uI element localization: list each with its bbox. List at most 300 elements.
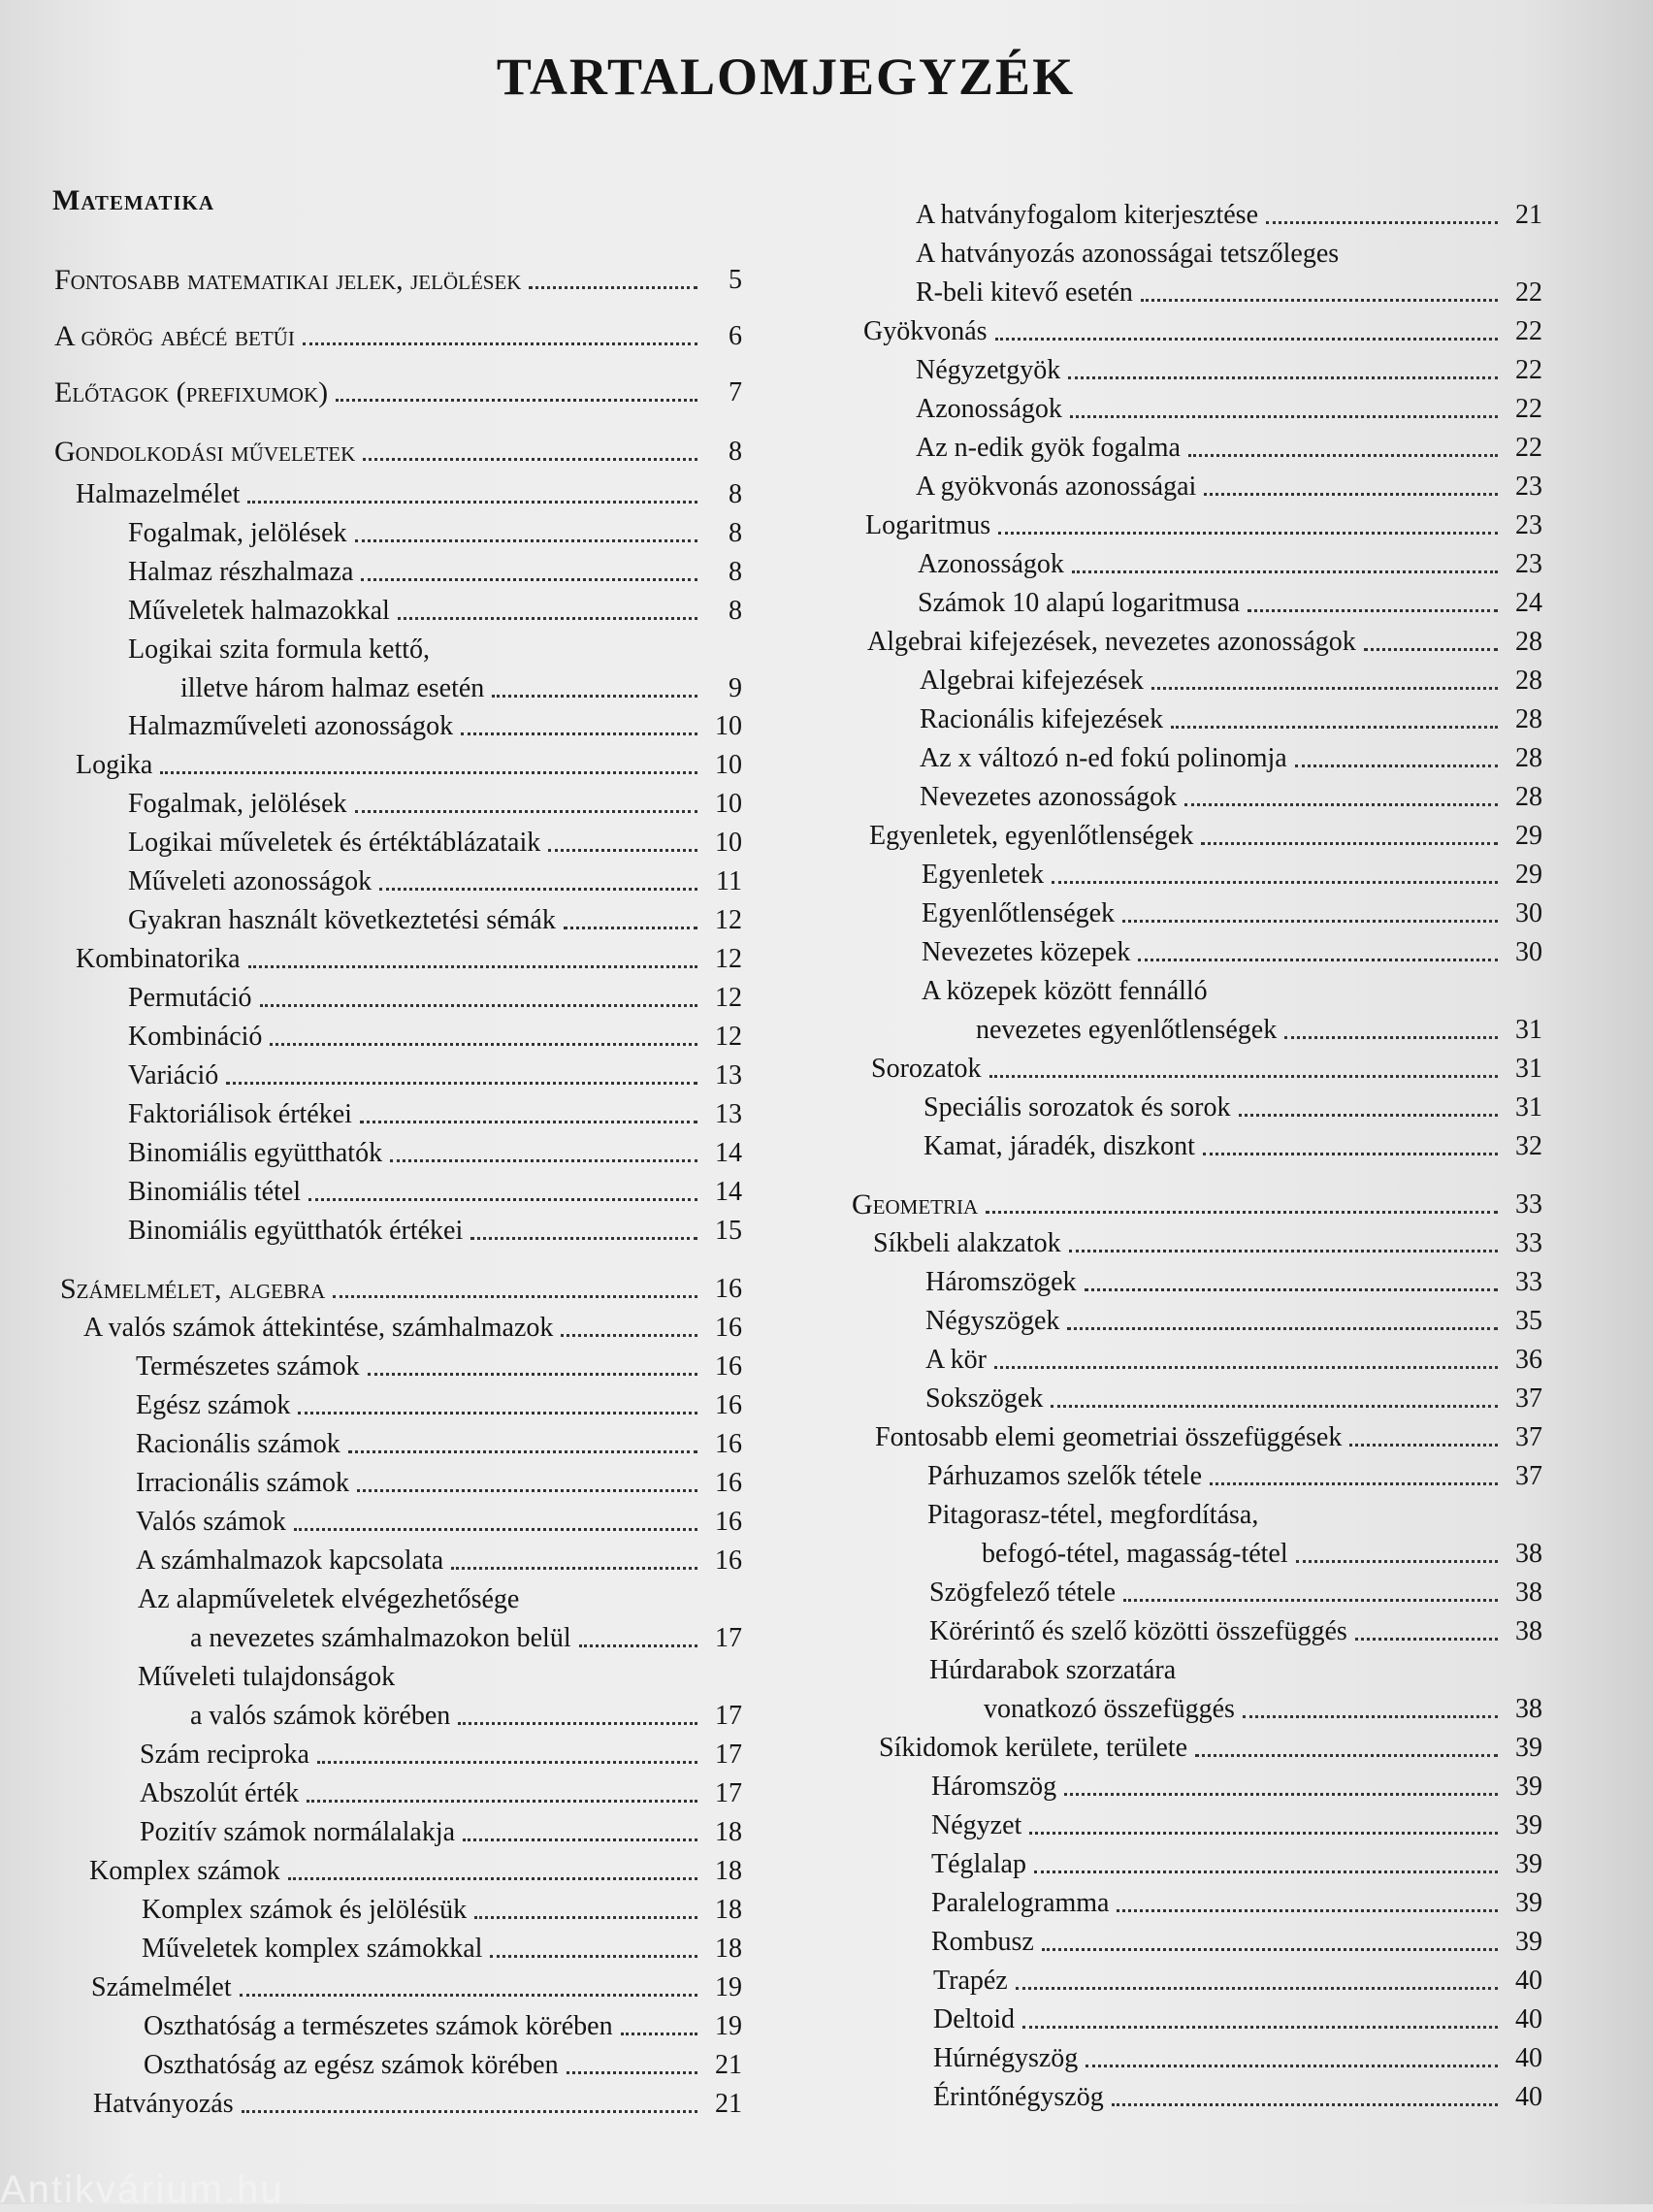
dot-leader (360, 1121, 697, 1123)
toc-entry-label: Faktoriálisok értékei (128, 1099, 352, 1129)
toc-page-number: 32 (1515, 1131, 1542, 1161)
toc-entry (128, 1059, 742, 1092)
dot-leader (361, 578, 697, 581)
toc-page-number: 17 (715, 1623, 742, 1653)
dot-leader (1171, 726, 1498, 729)
toc-page-number: 13 (715, 1099, 742, 1129)
dot-leader (548, 849, 697, 852)
toc-entry (180, 672, 742, 705)
dot-leader (317, 1761, 697, 1764)
dot-leader (1122, 920, 1498, 923)
toc-page-number: 33 (1515, 1228, 1542, 1258)
toc-entry (873, 1227, 1542, 1260)
toc-page-number: 22 (1515, 433, 1542, 463)
toc-entry (136, 1350, 742, 1383)
toc-entry (863, 315, 1542, 348)
dot-leader (336, 399, 697, 402)
toc-page-number: 28 (1515, 743, 1542, 773)
toc-entry-label: Binomiális együtthatók értékei (128, 1216, 464, 1246)
toc-entry (128, 634, 742, 667)
dot-leader (288, 1877, 697, 1880)
toc-entry (76, 478, 742, 511)
toc-page-number: 18 (715, 1895, 742, 1925)
toc-page-number: 10 (715, 789, 742, 819)
toc-page-number: 38 (1515, 1539, 1542, 1569)
toc-entry (929, 1654, 1542, 1687)
dot-leader (348, 1450, 697, 1453)
toc-entry (138, 1583, 742, 1616)
dot-leader (579, 1644, 697, 1647)
toc-page-number: 37 (1515, 1422, 1542, 1452)
toc-entry (190, 1622, 742, 1655)
toc-entry (144, 2010, 742, 2043)
dot-leader (1070, 415, 1498, 418)
toc-page-number: 22 (1515, 355, 1542, 385)
toc-page-number: 17 (715, 1778, 742, 1808)
toc-entry-label: A kör (925, 1345, 987, 1375)
toc-entry (927, 1460, 1542, 1493)
toc-entry-label: Szám reciproka (140, 1740, 309, 1770)
dot-leader (363, 458, 697, 461)
toc-entry-label: Fogalmak, jelölések (128, 789, 347, 819)
dot-leader (333, 1295, 697, 1298)
toc-entry-label: Kamat, járadék, diszkont (924, 1131, 1195, 1161)
toc-entry-label: Logikai műveletek és értéktáblázataik (128, 828, 541, 858)
toc-page-number: 30 (1515, 898, 1542, 928)
toc-page-number: 35 (1515, 1306, 1542, 1336)
toc-entry-label: Érintőnégyszög (933, 2082, 1104, 2112)
toc-page-number: 33 (1515, 1267, 1542, 1297)
toc-entry (140, 1777, 742, 1810)
section-heading: Matematika (52, 184, 215, 216)
toc-entry (54, 264, 742, 297)
dot-leader (1112, 2103, 1498, 2106)
toc-entry (931, 1887, 1542, 1920)
toc-page-number: 21 (1515, 200, 1542, 230)
toc-page-number: 16 (715, 1429, 742, 1459)
dot-leader (1151, 687, 1498, 690)
toc-entry-label: R-beli kitevő esetén (916, 277, 1133, 308)
toc-entry-label: a valós számok körében (190, 1701, 451, 1731)
toc-entry-label: Abszolút érték (140, 1778, 300, 1808)
toc-entry (920, 781, 1542, 814)
dot-leader (308, 1198, 697, 1201)
toc-entry (89, 1855, 742, 1888)
dot-leader (461, 732, 697, 735)
toc-entry-label: Algebrai kifejezések (920, 666, 1144, 696)
toc-page-number: 19 (715, 1972, 742, 2002)
toc-entry-label: Pitagorasz-tétel, megfordítása, (927, 1500, 1259, 1530)
toc-entry (916, 238, 1542, 271)
toc-page-number: 6 (729, 321, 742, 351)
dot-leader (490, 1955, 697, 1958)
toc-entry (929, 1577, 1542, 1610)
toc-entry (867, 626, 1542, 659)
toc-entry (916, 199, 1542, 232)
toc-entry-label: Számelmélet, algebra (60, 1273, 326, 1305)
toc-entry (869, 820, 1542, 853)
toc-entry-label: Algebrai kifejezések, nevezetes azonosságok (867, 627, 1356, 657)
toc-entry (60, 1273, 742, 1306)
toc-entry (982, 1538, 1542, 1571)
toc-page-number: 31 (1515, 1092, 1542, 1122)
dot-leader (247, 501, 697, 504)
toc-entry-label: Variáció (128, 1060, 219, 1090)
dot-leader (355, 539, 697, 542)
dot-leader (240, 1994, 697, 1997)
toc-entry (865, 509, 1542, 542)
toc-page-number: 36 (1515, 1345, 1542, 1375)
toc-page-number: 16 (715, 1507, 742, 1537)
toc-page-number: 37 (1515, 1461, 1542, 1491)
toc-entry-label: Kombinatorika (76, 944, 241, 974)
toc-entry-label: A gyökvonás azonosságai (916, 472, 1197, 502)
dot-leader (307, 1800, 697, 1803)
toc-entry (142, 1933, 742, 1966)
toc-page-number: 40 (1515, 2004, 1542, 2034)
toc-entry (931, 1926, 1542, 1959)
dot-leader (1295, 764, 1498, 767)
toc-entry-label: Oszthatóság a természetes számok körében (144, 2011, 613, 2041)
toc-page-number: 11 (716, 866, 742, 896)
dot-leader (1349, 1444, 1498, 1447)
toc-entry (140, 1739, 742, 1772)
dot-leader (398, 617, 697, 620)
toc-entry-label: Azonosságok (918, 549, 1064, 579)
toc-entry (925, 1382, 1542, 1415)
toc-entry (976, 1014, 1542, 1047)
toc-entry-label: Sorozatok (871, 1054, 982, 1084)
toc-entry-label: Fogalmak, jelölések (128, 518, 347, 548)
toc-page-number: 40 (1515, 1966, 1542, 1996)
dot-leader (561, 1334, 697, 1337)
toc-page-number: 14 (715, 1138, 742, 1168)
dot-leader (226, 1082, 697, 1085)
toc-page-number: 28 (1515, 627, 1542, 657)
dot-leader (1210, 1482, 1498, 1485)
toc-entry (128, 982, 742, 1015)
toc-page-number: 22 (1515, 316, 1542, 346)
toc-page-number: 23 (1515, 549, 1542, 579)
toc-page-number: 21 (715, 2050, 742, 2080)
toc-entry-label: Síkidomok kerülete, területe (879, 1733, 1188, 1763)
toc-entry (144, 2049, 742, 2082)
toc-entry-label: Sokszögek (925, 1383, 1044, 1414)
toc-page-number: 12 (715, 983, 742, 1013)
toc-entry-label: A valós számok áttekintése, számhalmazok (83, 1313, 554, 1343)
toc-page-number: 18 (715, 1817, 742, 1847)
dot-leader (1364, 648, 1498, 651)
toc-page-number: 12 (715, 944, 742, 974)
toc-page-number: 16 (715, 1351, 742, 1382)
toc-entry (927, 1499, 1542, 1532)
toc-entry (136, 1428, 742, 1461)
toc-entry-label: Húrdarabok szorzatára (929, 1655, 1177, 1685)
toc-entry (76, 943, 742, 976)
toc-entry-label: Binomiális tétel (128, 1177, 302, 1207)
toc-page-number: 10 (715, 828, 742, 858)
toc-entry (875, 1421, 1542, 1454)
toc-entry-label: Természetes számok (136, 1351, 360, 1382)
toc-page-number: 40 (1515, 2043, 1542, 2073)
toc-entry (54, 376, 742, 409)
toc-page-number: 28 (1515, 704, 1542, 734)
toc-entry-label: Egész számok (136, 1390, 291, 1420)
dot-leader (1052, 881, 1498, 884)
toc-entry (128, 865, 742, 898)
toc-page-number: 22 (1515, 394, 1542, 424)
toc-entry (136, 1545, 742, 1578)
toc-entry (924, 1091, 1542, 1124)
toc-page-number: 23 (1515, 510, 1542, 540)
dot-leader (1204, 493, 1498, 496)
toc-page-number: 22 (1515, 277, 1542, 308)
toc-entry-label: Gyakran használt következtetési sémák (128, 905, 556, 935)
toc-entry-label: Trapéz (933, 1966, 1008, 1996)
toc-page-number: 17 (715, 1701, 742, 1731)
toc-entry (128, 517, 742, 550)
dot-leader (474, 1916, 697, 1919)
toc-entry (142, 1894, 742, 1927)
toc-entry-label: Egyenlőtlenségek (922, 898, 1116, 928)
dot-leader (270, 1043, 697, 1046)
toc-entry (128, 1215, 742, 1248)
toc-entry-label: A hatványozás azonosságai tetszőleges (916, 239, 1340, 269)
toc-entry (128, 595, 742, 628)
toc-entry-label: Húrnégyszög (933, 2043, 1079, 2073)
page-title: TARTALOMJEGYZÉK (496, 48, 1076, 106)
toc-entry-label: Fontosabb matematikai jelek, jelölések (54, 264, 522, 296)
dot-leader (1201, 842, 1498, 845)
toc-entry-label: Síkbeli alakzatok (873, 1228, 1061, 1258)
toc-page-number: 8 (729, 557, 742, 587)
toc-entry (128, 827, 742, 860)
toc-page-number: 38 (1515, 1578, 1542, 1608)
dot-leader (1042, 1948, 1498, 1951)
toc-entry (140, 1816, 742, 1849)
toc-entry (852, 1188, 1542, 1221)
toc-entry-label: Fontosabb elemi geometriai összefüggések (875, 1422, 1343, 1452)
dot-leader (1266, 221, 1498, 224)
toc-entry (929, 1615, 1542, 1648)
toc-page-number: 16 (715, 1274, 742, 1304)
toc-entry (933, 1965, 1542, 1998)
toc-entry-label: Műveletek halmazokkal (128, 596, 390, 626)
toc-entry (93, 2088, 742, 2121)
toc-entry-label: A közepek között fennálló (922, 976, 1208, 1006)
toc-page-number: 28 (1515, 782, 1542, 812)
dot-leader (1016, 1987, 1498, 1990)
dot-leader (298, 1412, 697, 1415)
dot-leader (379, 888, 697, 891)
toc-page-number: 39 (1515, 1733, 1542, 1763)
dot-leader (564, 927, 697, 929)
toc-entry (916, 393, 1542, 426)
toc-entry-label: Téglalap (931, 1849, 1026, 1879)
toc-entry (91, 1971, 742, 2004)
toc-entry-label: Deltoid (933, 2004, 1015, 2034)
dot-leader (1123, 1599, 1498, 1602)
toc-entry-label: Komplex számok (89, 1856, 280, 1886)
toc-page-number: 10 (715, 711, 742, 741)
toc-page-number: 40 (1515, 2082, 1542, 2112)
toc-page-number: 30 (1515, 937, 1542, 967)
toc-entry-label: Nevezetes közepek (922, 937, 1131, 967)
toc-page-number: 39 (1515, 1927, 1542, 1957)
toc-entry (922, 897, 1542, 930)
dot-leader (989, 1075, 1498, 1078)
toc-entry-label: Számelmélet (91, 1972, 232, 2002)
toc-entry-label: Halmazműveleti azonosságok (128, 711, 454, 741)
dot-leader (1284, 1036, 1498, 1039)
dot-leader (1296, 1560, 1498, 1563)
dot-leader (1067, 1327, 1498, 1330)
dot-leader (242, 2110, 697, 2113)
toc-page-number: 18 (715, 1856, 742, 1886)
toc-entry (128, 788, 742, 821)
dot-leader (357, 1489, 697, 1492)
toc-entry-label: Négyzet (931, 1810, 1022, 1840)
toc-entry (925, 1344, 1542, 1377)
toc-entry-label: Oszthatóság az egész számok körében (144, 2050, 559, 2080)
toc-entry (925, 1305, 1542, 1338)
toc-entry-label: Geometria (852, 1188, 979, 1220)
toc-entry (922, 936, 1542, 969)
dot-leader (1051, 1405, 1498, 1408)
toc-page-number: 16 (715, 1313, 742, 1343)
toc-page-number: 8 (729, 437, 742, 467)
toc-entry (190, 1700, 742, 1733)
toc-entry (984, 1693, 1542, 1726)
toc-entry-label: Egyenletek, egyenlőtlenségek (869, 821, 1194, 851)
toc-entry (128, 1021, 742, 1054)
toc-entry-label: Valós számok (136, 1507, 286, 1537)
toc-entry (933, 2081, 1542, 2114)
toc-entry-label: Speciális sorozatok és sorok (924, 1092, 1231, 1122)
toc-entry-label: Gyökvonás (863, 316, 988, 346)
toc-entry-label: Háromszögek (925, 1267, 1077, 1297)
toc-entry-label: Számok 10 alapú logaritmusa (918, 588, 1241, 618)
dot-leader (1064, 1793, 1498, 1796)
toc-entry-label: Műveleti tulajdonságok (138, 1662, 396, 1692)
toc-page-number: 31 (1515, 1054, 1542, 1084)
dot-leader (1141, 299, 1498, 302)
toc-page-number: 16 (715, 1545, 742, 1576)
toc-page-number: 10 (715, 750, 742, 780)
toc-page-number: 8 (729, 596, 742, 626)
dot-leader (1022, 2026, 1498, 2029)
toc-entry (128, 556, 742, 589)
toc-entry-label: A számhalmazok kapcsolata (136, 1545, 444, 1576)
toc-entry-label: A görög abécé betűi (54, 320, 295, 352)
toc-entry (128, 904, 742, 937)
toc-entry-label: Műveletek komplex számokkal (142, 1934, 483, 1964)
toc-page-number: 38 (1515, 1694, 1542, 1724)
toc-page-number: 19 (715, 2011, 742, 2041)
toc-entry (916, 432, 1542, 465)
toc-entry-label: Pozitív számok normálalakja (140, 1817, 456, 1847)
toc-entry (136, 1506, 742, 1539)
toc-entry-label: Halmaz részhalmaza (128, 557, 354, 587)
toc-entry (879, 1732, 1542, 1765)
dot-leader (995, 338, 1498, 341)
toc-entry (933, 2042, 1542, 2075)
toc-entry (922, 975, 1542, 1008)
toc-page-number: 12 (715, 905, 742, 935)
toc-entry-label: Háromszög (931, 1772, 1057, 1802)
toc-page-number: 38 (1515, 1616, 1542, 1646)
toc-entry-label: Szögfelező tétele (929, 1578, 1117, 1608)
toc-entry (128, 710, 742, 743)
toc-page-number: 16 (715, 1390, 742, 1420)
toc-entry (922, 859, 1542, 892)
toc-entry (925, 1266, 1542, 1299)
dot-leader (1188, 454, 1498, 457)
toc-entry (933, 2003, 1542, 2036)
dot-leader (248, 965, 697, 968)
dot-leader (1355, 1638, 1498, 1641)
dot-leader (1034, 1870, 1498, 1873)
dot-leader (1029, 1832, 1498, 1835)
toc-entry-label: Az x változó n-ed fokú polinomja (920, 743, 1287, 773)
toc-entry-label: a nevezetes számhalmazokon belül (190, 1623, 571, 1653)
toc-entry (916, 354, 1542, 387)
toc-entry-label: vonatkozó összefüggés (984, 1694, 1235, 1724)
toc-entry (136, 1389, 742, 1422)
toc-entry-label: Az alapműveletek elvégezhetősége (138, 1584, 520, 1614)
toc-entry-label: Racionális számok (136, 1429, 340, 1459)
dot-leader (1243, 1715, 1498, 1718)
dot-leader (160, 771, 697, 774)
dot-leader (303, 342, 697, 345)
toc-page-number: 29 (1515, 821, 1542, 851)
toc-entry-label: Párhuzamos szelők tétele (927, 1461, 1203, 1491)
dot-leader (1248, 609, 1498, 612)
toc-entry-label: Paralelogramma (931, 1888, 1110, 1918)
dot-leader (1085, 1288, 1498, 1291)
watermark-text: Antikvárium.hu (0, 2168, 284, 2211)
toc-entry-label: Rombusz (931, 1927, 1034, 1957)
dot-leader (492, 695, 697, 698)
toc-page-number: 18 (715, 1934, 742, 1964)
toc-entry (918, 548, 1542, 581)
toc-entry-label: Egyenletek (922, 860, 1044, 890)
toc-entry (916, 276, 1542, 309)
dot-leader (1195, 1754, 1498, 1757)
toc-entry (924, 1130, 1542, 1163)
dot-leader (1069, 1250, 1498, 1252)
toc-entry (54, 320, 742, 353)
dot-leader (294, 1528, 697, 1531)
toc-page-number: 37 (1515, 1383, 1542, 1414)
toc-page-number: 8 (729, 518, 742, 548)
toc-entry-label: A hatványfogalom kiterjesztése (916, 200, 1258, 230)
toc-entry-label: Komplex számok és jelölésük (142, 1895, 468, 1925)
toc-page-number: 29 (1515, 860, 1542, 890)
dot-leader (567, 2071, 697, 2074)
toc-entry-label: Nevezetes azonosságok (920, 782, 1178, 812)
toc-entry-label: Műveleti azonosságok (128, 866, 373, 896)
dot-leader (1184, 803, 1498, 806)
dot-leader (1068, 376, 1498, 379)
toc-page-number: 15 (715, 1216, 742, 1246)
toc-entry (138, 1661, 742, 1694)
toc-page-number: 16 (715, 1468, 742, 1498)
toc-page-number: 9 (729, 673, 742, 703)
toc-entry (931, 1848, 1542, 1881)
toc-entry-label: befogó-tétel, magasság-tétel (982, 1539, 1288, 1569)
toc-entry (920, 665, 1542, 698)
